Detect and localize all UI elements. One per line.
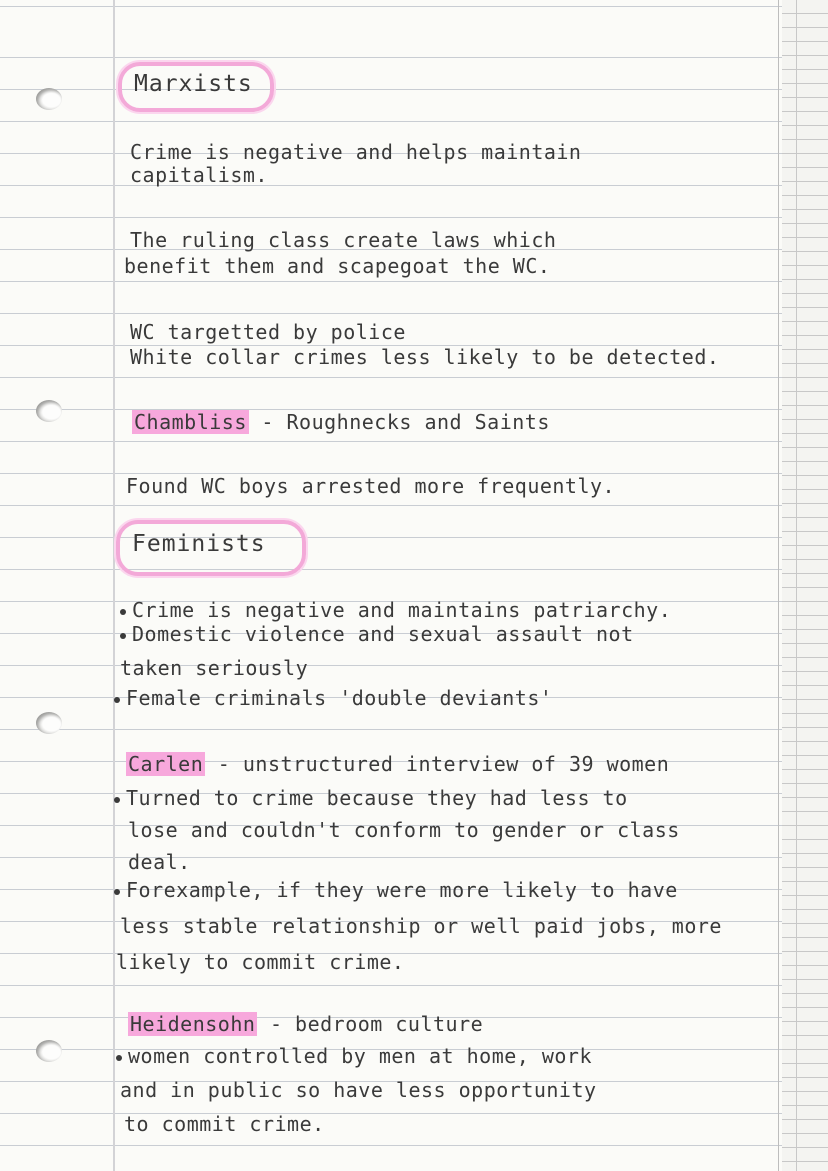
- note-text: Forexample, if they were more likely to have: [126, 878, 678, 902]
- bullet-line: [116, 1044, 592, 1068]
- note-text: Crime is negative and maintains patriarchy.: [132, 598, 672, 622]
- note-line: deal.: [128, 850, 191, 874]
- note-line: benefit them and scapegoat the WC.: [124, 254, 551, 278]
- section-heading-marxists: Marxists: [134, 71, 253, 97]
- note-line: to commit crime.: [124, 1112, 325, 1136]
- study-line-carlen: [126, 752, 669, 776]
- study-title: - unstructured interview of 39 women: [205, 752, 670, 776]
- note-text: Domestic violence and sexual assault not: [132, 622, 634, 646]
- bullet-point: [114, 797, 120, 803]
- note-text: Turned to crime because they had less to: [126, 786, 628, 810]
- bullet-line: [120, 598, 671, 622]
- researcher-name-heidensohn: Heidensohn: [130, 1012, 256, 1036]
- bullet-line: [114, 786, 628, 810]
- note-line: White collar crimes less likely to be detected.: [130, 345, 720, 369]
- study-title: - Roughnecks and Saints: [248, 410, 550, 434]
- bullet-point: [116, 1055, 122, 1061]
- section-heading-feminists: Feminists: [132, 531, 266, 557]
- note-line: and in public so have less opportunity: [120, 1078, 597, 1102]
- notebook-spine: [796, 0, 797, 1171]
- punch-hole: [36, 1040, 62, 1062]
- note-line: capitalism.: [130, 163, 268, 187]
- note-text: Female criminals 'double deviants': [126, 686, 553, 710]
- researcher-name-carlen: Carlen: [128, 752, 204, 776]
- note-line: lose and couldn't conform to gender or class: [128, 818, 680, 842]
- bullet-point: [120, 609, 126, 615]
- bullet-point: [120, 633, 126, 639]
- margin-line: [113, 0, 115, 1171]
- punch-hole: [36, 88, 62, 110]
- punch-hole: [36, 400, 62, 422]
- researcher-name-chambliss: Chambliss: [134, 410, 247, 434]
- page-edge: [778, 0, 779, 1171]
- note-line: Found WC boys arrested more frequently.: [126, 474, 616, 498]
- punch-hole: [36, 712, 62, 734]
- note-line: less stable relationship or well paid jobs, more: [120, 914, 722, 938]
- study-title: - bedroom culture: [257, 1012, 484, 1036]
- note-line: taken seriously: [120, 656, 309, 680]
- note-line: Crime is negative and helps maintain: [130, 140, 582, 164]
- notebook-tab-strip: [782, 0, 828, 1171]
- study-line-chambliss: [132, 410, 550, 434]
- study-line-heidensohn: [128, 1012, 483, 1036]
- bullet-point: [114, 889, 120, 895]
- bullet-line: [114, 686, 552, 710]
- bullet-point: [114, 697, 120, 703]
- note-line: WC targetted by police: [130, 320, 406, 344]
- bullet-line: [114, 878, 678, 902]
- note-line: likely to commit crime.: [116, 950, 405, 974]
- note-line: The ruling class create laws which: [130, 228, 557, 252]
- bullet-line: [120, 622, 634, 646]
- note-text: women controlled by men at home, work: [128, 1044, 593, 1068]
